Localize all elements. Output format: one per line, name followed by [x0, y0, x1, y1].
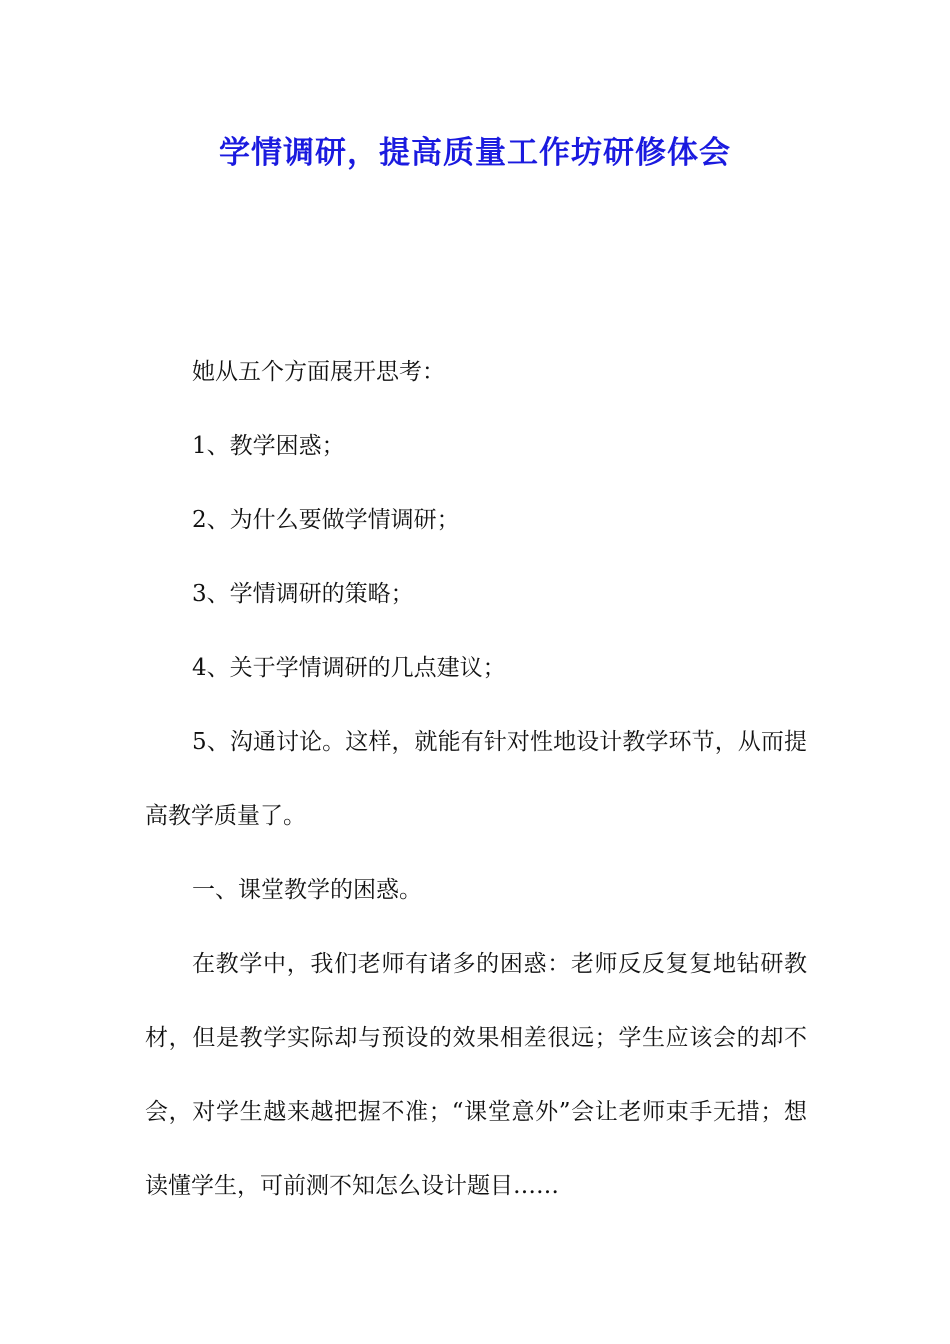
paragraph-intro: 她从五个方面展开思考： — [192, 359, 445, 385]
paragraph-section-1: 在教学中，我们老师有诸多的困惑：老师反反复复地钻研教材，但是教学实际却与预设的效果相差很远；学生应该会的却不会，对学生越来越把握不准；“课堂意外”会让老师束手无措；想读懂学生，可前测不知怎么设计题目…… — [145, 951, 807, 1199]
list-item-1: 1、教学困惑； — [192, 433, 345, 459]
document-title: 学情调研，提高质量工作坊研修体会 — [219, 135, 731, 171]
list-item-3: 3、学情调研的策略； — [192, 581, 414, 607]
list-item-4: 4、关于学情调研的几点建议； — [192, 655, 506, 681]
list-item-2: 2、为什么要做学情调研； — [192, 507, 460, 533]
section-heading-1: 一、课堂教学的困惑。 — [192, 877, 422, 903]
list-item-5: 5、沟通讨论。这样，就能有针对性地设计教学环节，从而提高教学质量了。 — [145, 729, 807, 829]
document-body — [145, 335, 807, 1223]
